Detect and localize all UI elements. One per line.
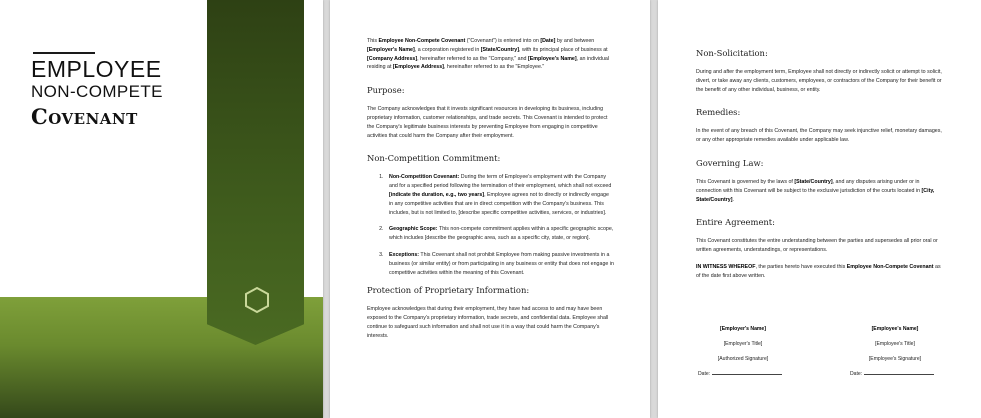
- cover-title-line1: EMPLOYEE: [31, 56, 162, 82]
- nonsolicitation-heading: Non-Solicitation:: [696, 48, 768, 58]
- document-page-2: [330, 0, 650, 418]
- list-item: 3. Exceptions: This Covenant shall not prohibit Employee from making passive investments in a business (or similar entity) or from participating in any business or entity that does not engage in competitive activities within the meaning of this Covenant.: [385, 251, 614, 277]
- cover-page: [0, 0, 323, 418]
- purpose-heading: Purpose:: [367, 85, 405, 96]
- employer-signature: [Authorized Signature]: [717, 356, 769, 362]
- noncompetition-list: [385, 173, 614, 277]
- proprietary-heading: Protection of Proprietary Information:: [367, 285, 530, 296]
- employer-name: [Employer's Name]: [720, 326, 766, 332]
- employee-signature: [Employee's Signature]: [868, 356, 922, 362]
- purpose-paragraph: The Company acknowledges that it invests significant resources in developing its business, including proprietary information, customer relationships, and trade secrets. This Covenant is intended to protect the Company's legitimate business interests by preventing Employee from engaging in competitive activities that could harm the Company after their employment.: [367, 106, 608, 139]
- employer-date-label: Date:: [698, 371, 711, 377]
- governing-law-paragraph: This Covenant is governed by the laws of [State/Country], and any disputes arising under or in connection with this Covenant will be subject to the exclusive jurisdiction of the courts located in [City, State/Country].: [696, 178, 935, 203]
- employer-signature-block: [698, 325, 788, 385]
- governing-law-heading: Governing Law:: [696, 157, 764, 168]
- intro-paragraph: This Employee Non-Compete Covenant ("Covenant") is entered into on [Date] by and between [Employer's Name], a corporation registered in [State/Country], with its principal place of business at [Company Address], hereinafter referred to as the "Company," and [Employee's Name], an individual residing at [Employee Address], hereinafter referred to as the "Employee.": [367, 38, 610, 71]
- list-item: 2. Geographic Scope: This non-compete commitment applies within a specific geographic scope, which includes [describe the geographic area, such as a specific city, state, or region].: [385, 225, 614, 243]
- employee-title: [Employee's Title]: [875, 341, 915, 347]
- hexagon-icon: [244, 286, 270, 314]
- employer-date-row: [698, 370, 788, 378]
- noncompetition-heading: Non-Competition Commitment:: [367, 153, 501, 164]
- entire-agreement-paragraph: This Covenant constitutes the entire understanding between the parties and supersedes all prior oral or written agreements, understandings, or representations.: [696, 238, 938, 254]
- cover-title-line3: Covenant: [31, 104, 138, 129]
- entire-agreement-heading: Entire Agreement:: [696, 217, 775, 228]
- witness-paragraph: IN WITNESS WHEREOF, the parties hereto have executed this Employee Non-Compete Covenant as of the date first above written.: [696, 263, 941, 279]
- remedies-paragraph: In the event of any breach of this Covenant, the Company may seek injunctive relief, monetary damages, or any other appropriate remedies available under applicable law.: [696, 128, 942, 144]
- employee-signature-block: [850, 325, 940, 385]
- document-page-3: [658, 0, 981, 418]
- employer-date-line[interactable]: [712, 370, 782, 375]
- employee-date-row: [850, 370, 940, 378]
- employer-title: [Employer's Title]: [723, 341, 763, 347]
- employee-name: [Employee's Name]: [871, 326, 919, 332]
- title-rule: [33, 52, 95, 54]
- nonsolicitation-paragraph: During and after the employment term, Employee shall not directly or indirectly solicit or attempt to solicit, divert, or take away any clients, customers, employees, or contractors of the Company for their benefit or the benefit of any other individual, business, or entity.: [696, 69, 942, 93]
- proprietary-paragraph: Employee acknowledges that during their employment, they have had access to and may have been exposed to the Company's proprietary information, trade secrets, and confidential data. Employee shall continue to safeguard such information and shall not use it in a way that could harm the Company's interests.: [367, 306, 609, 339]
- cover-title-line2: NON-COMPETE: [31, 82, 163, 101]
- list-item: 1. Non-Competition Covenant: During the term of Employee's employment with the Company and for a specified period following the termination of their employment, which shall not exceed [indicate the duration, e.g., two years], Employee agrees not to directly or indirectly engage in any competitive activities that are in direct competition with the Company's business. This includes, but is not limited to, [describe specific competitive activities, services, or industries].: [385, 173, 614, 217]
- remedies-heading: Remedies:: [696, 107, 741, 118]
- employee-date-label: Date:: [850, 371, 863, 377]
- employee-date-line[interactable]: [864, 370, 934, 375]
